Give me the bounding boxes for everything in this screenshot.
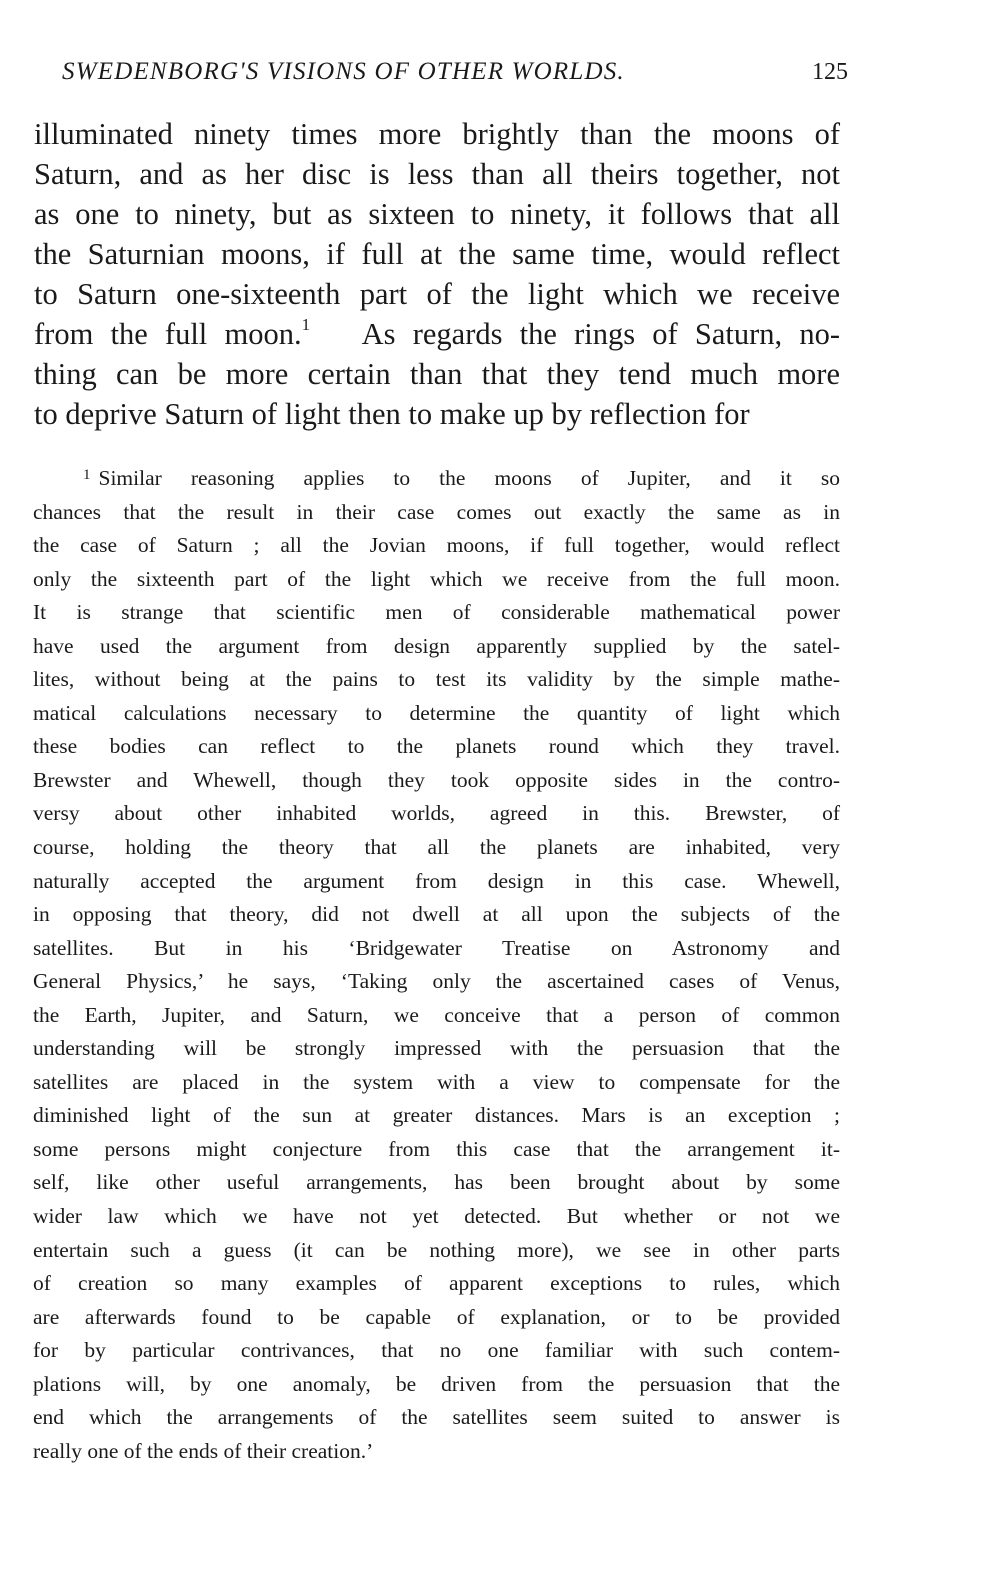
footnote-line: diminished light of the sun at greater distances. Mars is an exception ; xyxy=(33,1103,840,1128)
page-header xyxy=(62,52,848,92)
footnote-line: are afterwards found to be capable of explanation, or to be provided xyxy=(33,1304,840,1329)
footnote-line: matical calculations necessary to determine the quantity of light which xyxy=(33,700,840,725)
footnote-line: It is strange that scientific men of considerable mathematical power xyxy=(33,600,840,625)
footnote xyxy=(33,462,840,1468)
footnote-line: really one of the ends of their creation.’ xyxy=(33,1438,374,1463)
body-line: to deprive Saturn of light then to make up by reflection for xyxy=(34,397,750,431)
footnote-line: lites, without being at the pains to test its validity by the simple mathe- xyxy=(33,667,840,692)
footnote-line: Brewster and Whewell, though they took opposite sides in the contro- xyxy=(33,767,840,792)
footnote-line: some persons might conjecture from this case that the arrangement it- xyxy=(33,1136,840,1161)
main-text xyxy=(34,114,840,434)
footnote-line: self, like other useful arrangements, has been brought about by some xyxy=(33,1170,840,1195)
footnote-line: have used the argument from design apparently supplied by the satel- xyxy=(33,633,840,658)
body-line: thing can be more certain than that they tend much more xyxy=(34,357,840,391)
running-title: SWEDENBORG'S VISIONS OF OTHER WORLDS. xyxy=(62,58,625,85)
footnote-line: these bodies can reflect to the planets round which they travel. xyxy=(33,734,840,759)
page-number: 125 xyxy=(812,59,848,85)
footnote-line xyxy=(33,462,840,496)
footnote-line: the Earth, Jupiter, and Saturn, we conceive that a person of common xyxy=(33,1002,840,1027)
footnote-line: end which the arrangements of the satellites seem suited to answer is xyxy=(33,1405,840,1430)
body-line: as one to ninety, but as sixteen to ninety, it follows that all xyxy=(34,197,840,231)
footnote-line: for by particular contrivances, that no one familiar with such contem- xyxy=(33,1338,840,1363)
body-line: to Saturn one-sixteenth part of the light which we receive xyxy=(34,277,840,311)
footnote-line: of creation so many examples of apparent exceptions to rules, which xyxy=(33,1271,840,1296)
footnote-line: in opposing that theory, did not dwell at all upon the subjects of the xyxy=(33,902,840,927)
footnote-line: plations will, by one anomaly, be driven from the persuasion that the xyxy=(33,1371,840,1396)
footnote-line: entertain such a guess (it can be nothing more), we see in other parts xyxy=(33,1237,840,1262)
footnote-line: General Physics,’ he says, ‘Taking only the ascertained cases of Venus, xyxy=(33,969,840,994)
body-line: Saturn, and as her disc is less than all theirs together, not xyxy=(34,157,840,191)
body-line-segment: from the full moon. xyxy=(34,317,302,351)
footnote-line: naturally accepted the argument from design in this case. Whewell, xyxy=(33,868,840,893)
footnote-line: understanding will be strongly impressed with the persuasion that the xyxy=(33,1036,840,1061)
body-line-segment: As regards the rings of Saturn, no- xyxy=(361,317,840,351)
body-line: the Saturnian moons, if full at the same time, would reflect xyxy=(34,237,840,271)
footnote-number: 1 xyxy=(83,467,91,483)
footnote-line: the case of Saturn ; all the Jovian moons, if full together, would reflect xyxy=(33,533,840,558)
footnote-reference-mark: 1 xyxy=(301,315,311,334)
footnote-line: satellites are placed in the system with a view to compensate for the xyxy=(33,1069,840,1094)
body-line: illuminated ninety times more brightly than the moons of xyxy=(34,117,840,151)
footnote-line: chances that the result in their case comes out exactly the same as in xyxy=(33,499,840,524)
footnote-line: versy about other inhabited worlds, agreed in this. Brewster, of xyxy=(33,801,840,826)
footnote-line-text: Similar reasoning applies to the moons of Jupiter, and it so xyxy=(98,466,840,490)
footnote-line: course, holding the theory that all the planets are inhabited, very xyxy=(33,835,840,860)
body-line-with-footnote-ref xyxy=(34,314,840,354)
footnote-line: only the sixteenth part of the light which we receive from the full moon. xyxy=(33,566,840,591)
footnote-line: satellites. But in his ‘Bridgewater Treatise on Astronomy and xyxy=(33,935,840,960)
footnote-line: wider law which we have not yet detected. But whether or not we xyxy=(33,1204,840,1229)
